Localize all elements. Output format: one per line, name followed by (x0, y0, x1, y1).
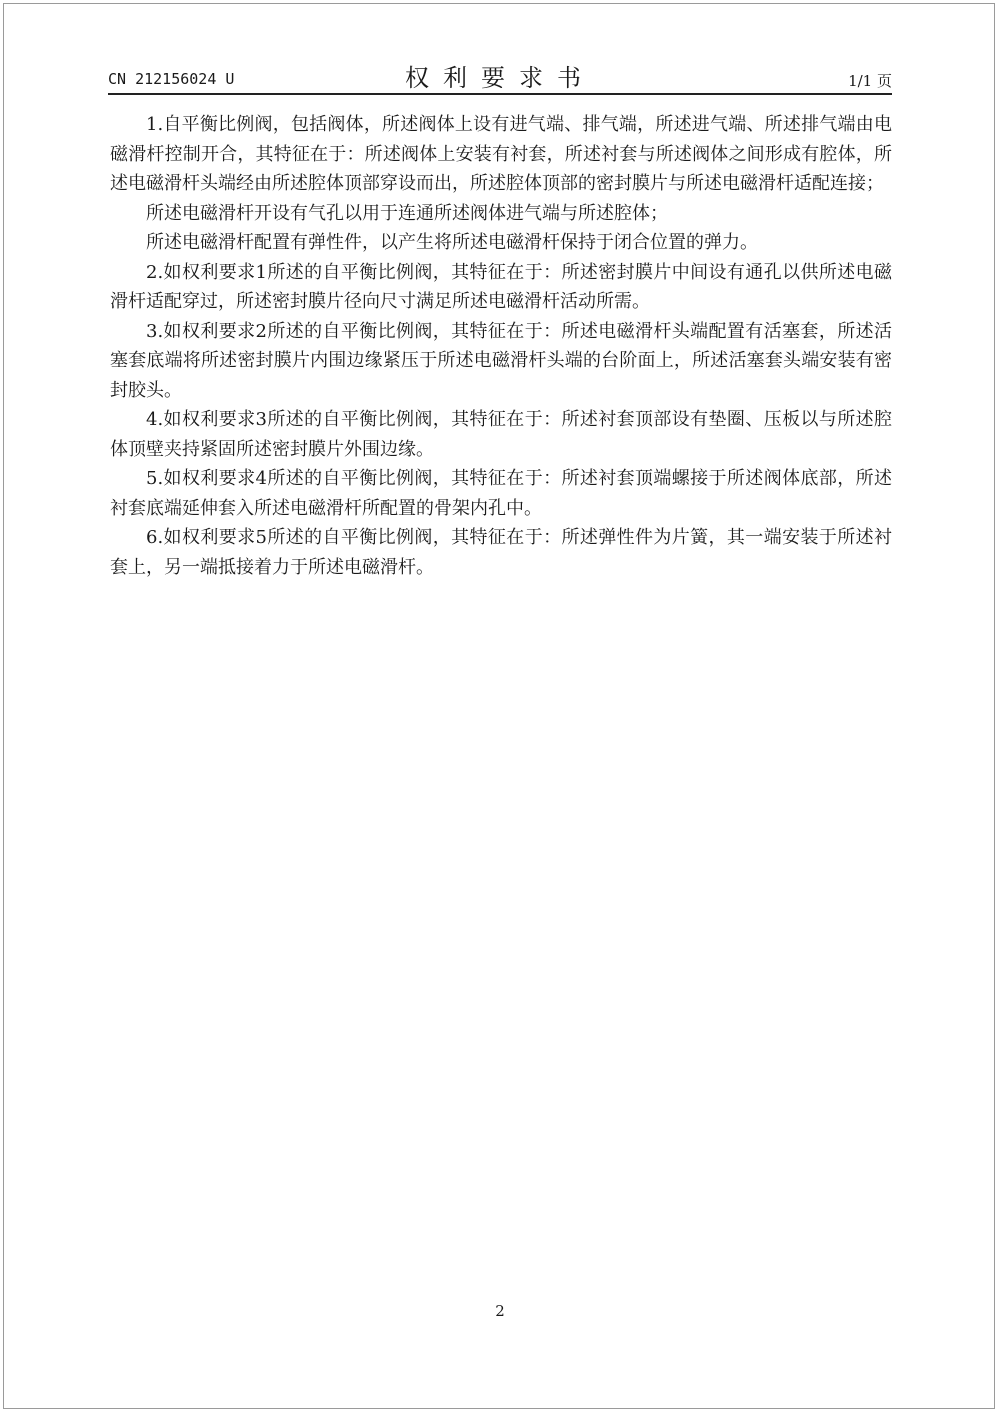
page-number: 2 (495, 1302, 505, 1320)
document-title: 权利要求书 (405, 64, 595, 92)
page-count: 1/1 页 (848, 72, 892, 90)
claim-1-feature-air-hole: 所述电磁滑杆开设有气孔以用于连通所述阀体进气端与所述腔体； (146, 202, 668, 224)
claim-4: 4.如权利要求3所述的自平衡比例阀，其特征在于：所述衬套顶部设有垫圈、压板以与所述腔体顶壁夹持紧固所述密封膜片外围边缘。 (110, 409, 892, 460)
header-rule (108, 93, 892, 95)
claim-2: 2.如权利要求1所述的自平衡比例阀，其特征在于：所述密封膜片中间设有通孔以供所述电磁滑杆适配穿过，所述密封膜片径向尺寸满足所述电磁滑杆活动所需。 (110, 261, 892, 312)
claim-1: 1.自平衡比例阀，包括阀体，所述阀体上设有进气端、排气端，所述进气端、所述排气端由电磁滑杆控制开合，其特征在于：所述阀体上安装有衬套，所述衬套与所述阀体之间形成有腔体，所述电磁滑杆头端经由所述腔体顶部穿设而出，所述腔体顶部的密封膜片与所述电磁滑杆适配连接； (110, 114, 892, 194)
page-header (108, 56, 892, 94)
claim-3: 3.如权利要求2所述的自平衡比例阀，其特征在于：所述电磁滑杆头端配置有活塞套，所述活塞套底端将所述密封膜片内围边缘紧压于所述电磁滑杆头端的台阶面上，所述活塞套头端安装有密封胶头。 (110, 320, 892, 401)
document-id: CN 212156024 U (108, 70, 235, 88)
claim-5: 5.如权利要求4所述的自平衡比例阀，其特征在于：所述衬套顶端螺接于所述阀体底部，所述衬套底端延伸套入所述电磁滑杆所配置的骨架内孔中。 (110, 468, 892, 519)
claim-1-feature-elastic-member: 所述电磁滑杆配置有弹性件，以产生将所述电磁滑杆保持于闭合位置的弹力。 (146, 232, 758, 253)
claim-6: 6.如权利要求5所述的自平衡比例阀，其特征在于：所述弹性件为片簧，其一端安装于所述衬套上，另一端抵接着力于所述电磁滑杆。 (110, 527, 892, 578)
claims-body (110, 110, 892, 582)
